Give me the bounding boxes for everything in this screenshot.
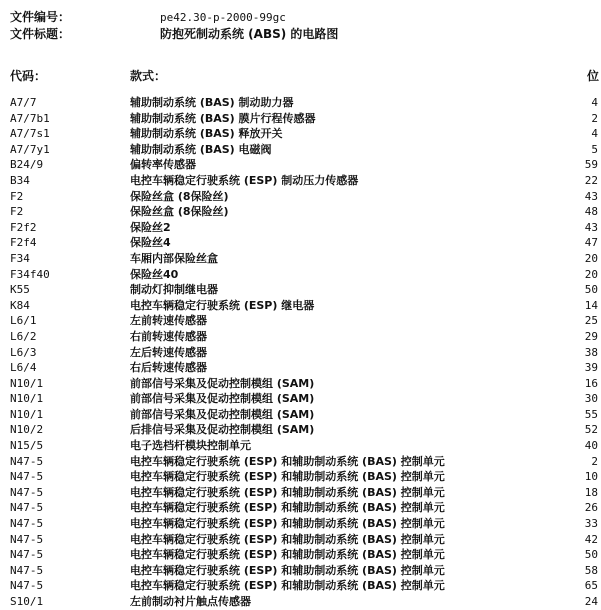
component-description: 保险丝40 bbox=[130, 267, 179, 281]
component-description: 辅助制动系统 (BAS) 膜片行程传感器 bbox=[130, 111, 316, 125]
component-code: N47-5 bbox=[10, 501, 44, 515]
component-position: 4 bbox=[591, 127, 598, 141]
component-code: L6/3 bbox=[10, 345, 37, 359]
component-description: 电控车辆稳定行驶系统 (ESP) 和辅助制动系统 (BAS) 控制单元 bbox=[130, 563, 445, 577]
document-number: pe42.30-p-2000-99gc bbox=[160, 11, 286, 24]
component-position: 38 bbox=[584, 345, 598, 359]
list-item bbox=[0, 407, 601, 423]
component-description: 电控车辆稳定行驶系统 (ESP) 制动压力传感器 bbox=[130, 173, 359, 187]
component-position: 18 bbox=[584, 485, 598, 499]
component-position: 26 bbox=[584, 501, 598, 515]
component-description: 辅助制动系统 (BAS) 电磁阀 bbox=[130, 142, 272, 156]
component-description: 电控车辆稳定行驶系统 (ESP) 和辅助制动系统 (BAS) 控制单元 bbox=[130, 454, 445, 468]
column-header-code: 代码： bbox=[10, 69, 47, 83]
list-item bbox=[0, 282, 601, 298]
list-item bbox=[0, 313, 601, 329]
component-position: 43 bbox=[584, 189, 598, 203]
component-code: N10/2 bbox=[10, 423, 44, 437]
component-position: 25 bbox=[584, 314, 598, 328]
component-code: N47-5 bbox=[10, 470, 44, 484]
component-code: N47-5 bbox=[10, 454, 44, 468]
component-code: A7/7 bbox=[10, 96, 37, 109]
component-description: 电控车辆稳定行驶系统 (ESP) 和辅助制动系统 (BAS) 控制单元 bbox=[130, 470, 445, 484]
component-description: 保险丝盒 (8保险丝) bbox=[130, 189, 229, 203]
component-position: 29 bbox=[584, 329, 598, 343]
component-code: B24/9 bbox=[10, 158, 44, 172]
component-position: 16 bbox=[584, 376, 598, 390]
list-item bbox=[0, 329, 601, 345]
component-code: N47-5 bbox=[10, 563, 44, 577]
component-description: 车厢内部保险丝盒 bbox=[130, 251, 218, 265]
component-code: A7/7s1 bbox=[10, 127, 50, 141]
component-description: 左前转速传感器 bbox=[130, 314, 207, 328]
column-header-row bbox=[0, 68, 601, 84]
component-code: N47-5 bbox=[10, 532, 44, 546]
component-position: 52 bbox=[584, 423, 598, 437]
component-code: K84 bbox=[10, 298, 30, 312]
component-description: 电控车辆稳定行驶系统 (ESP) 和辅助制动系统 (BAS) 控制单元 bbox=[130, 532, 445, 546]
list-item bbox=[0, 267, 601, 283]
list-item bbox=[0, 204, 601, 220]
list-item bbox=[0, 157, 601, 173]
component-description: 左前制动衬片触点传感器 bbox=[130, 595, 251, 608]
component-code: A7/7y1 bbox=[10, 142, 50, 156]
component-description: 电控车辆稳定行驶系统 (ESP) 和辅助制动系统 (BAS) 控制单元 bbox=[130, 548, 445, 562]
component-description: 右前转速传感器 bbox=[130, 329, 207, 343]
component-description: 电控车辆稳定行驶系统 (ESP) 和辅助制动系统 (BAS) 控制单元 bbox=[130, 501, 445, 515]
document-number-label: 文件编号： bbox=[10, 10, 71, 24]
list-item bbox=[0, 454, 601, 470]
component-position: 10 bbox=[584, 470, 598, 484]
component-code: A7/7b1 bbox=[10, 111, 50, 125]
list-item bbox=[0, 126, 601, 142]
component-code: N10/1 bbox=[10, 407, 44, 421]
component-code: F2 bbox=[10, 205, 24, 219]
list-item bbox=[0, 469, 601, 485]
component-position: 48 bbox=[584, 205, 598, 219]
component-position: 42 bbox=[584, 532, 598, 546]
list-item bbox=[0, 516, 601, 532]
component-position: 2 bbox=[591, 111, 598, 125]
component-position: 22 bbox=[584, 173, 598, 187]
list-item bbox=[0, 298, 601, 314]
list-item bbox=[0, 594, 601, 610]
list-item bbox=[0, 485, 601, 501]
component-description: 电控车辆稳定行驶系统 (ESP) 继电器 bbox=[130, 298, 315, 312]
list-item bbox=[0, 391, 601, 407]
list-item bbox=[0, 189, 601, 205]
component-description: 辅助制动系统 (BAS) 释放开关 bbox=[130, 127, 283, 141]
component-position: 58 bbox=[584, 563, 598, 577]
component-code: L6/4 bbox=[10, 361, 37, 375]
component-position: 55 bbox=[584, 407, 598, 421]
component-code: L6/2 bbox=[10, 329, 37, 343]
component-position: 50 bbox=[584, 548, 598, 562]
list-item bbox=[0, 438, 601, 454]
component-description: 左后转速传感器 bbox=[130, 345, 207, 359]
component-position: 65 bbox=[584, 579, 598, 593]
document-title-label: 文件标题： bbox=[10, 27, 71, 41]
component-code: F2f4 bbox=[10, 236, 37, 250]
list-item bbox=[0, 578, 601, 594]
list-item bbox=[0, 345, 601, 361]
component-code: F34 bbox=[10, 251, 30, 265]
component-position: 47 bbox=[584, 236, 598, 250]
component-code: F2f2 bbox=[10, 220, 37, 234]
component-code: N47-5 bbox=[10, 579, 44, 593]
component-description: 电控车辆稳定行驶系统 (ESP) 和辅助制动系统 (BAS) 控制单元 bbox=[130, 579, 445, 593]
component-description: 偏转率传感器 bbox=[130, 158, 196, 172]
component-position: 40 bbox=[584, 439, 598, 453]
list-item bbox=[0, 422, 601, 438]
component-position: 24 bbox=[584, 595, 598, 608]
component-description: 保险丝2 bbox=[130, 220, 171, 234]
component-description: 前部信号采集及促动控制模组 (SAM) bbox=[130, 407, 315, 421]
component-position: 59 bbox=[584, 158, 598, 172]
component-position: 33 bbox=[584, 517, 598, 531]
component-code: L6/1 bbox=[10, 314, 37, 328]
list-item bbox=[0, 360, 601, 376]
list-item bbox=[0, 142, 601, 158]
list-item bbox=[0, 532, 601, 548]
component-description: 辅助制动系统 (BAS) 制动助力器 bbox=[130, 96, 294, 109]
component-code: F34f40 bbox=[10, 267, 50, 281]
component-description: 制动灯抑制继电器 bbox=[130, 283, 218, 297]
component-code: N47-5 bbox=[10, 517, 44, 531]
component-description: 保险丝4 bbox=[130, 236, 171, 250]
component-code: F2 bbox=[10, 189, 24, 203]
document-title-line bbox=[10, 26, 338, 42]
component-position: 2 bbox=[591, 454, 598, 468]
component-position: 30 bbox=[584, 392, 598, 406]
list-item bbox=[0, 547, 601, 563]
component-position: 43 bbox=[584, 220, 598, 234]
list-item bbox=[0, 235, 601, 251]
component-code: S10/1 bbox=[10, 595, 44, 608]
list-item bbox=[0, 376, 601, 392]
component-code: B34 bbox=[10, 173, 30, 187]
component-code: N10/1 bbox=[10, 392, 44, 406]
list-item bbox=[0, 95, 601, 111]
component-position: 20 bbox=[584, 267, 598, 281]
component-code: N15/5 bbox=[10, 439, 44, 453]
list-item bbox=[0, 251, 601, 267]
column-header-description: 款式： bbox=[130, 69, 167, 83]
component-position: 14 bbox=[584, 298, 598, 312]
list-item bbox=[0, 220, 601, 236]
component-description: 电子选档杆模块控制单元 bbox=[130, 439, 251, 453]
component-position: 39 bbox=[584, 361, 598, 375]
component-description: 电控车辆稳定行驶系统 (ESP) 和辅助制动系统 (BAS) 控制单元 bbox=[130, 517, 445, 531]
component-position: 50 bbox=[584, 283, 598, 297]
component-code: N47-5 bbox=[10, 485, 44, 499]
list-item bbox=[0, 500, 601, 516]
component-position: 5 bbox=[591, 142, 598, 156]
component-code: N47-5 bbox=[10, 548, 44, 562]
document-title: 防抱死制动系统 (ABS) 的电路图 bbox=[160, 27, 339, 41]
component-description: 电控车辆稳定行驶系统 (ESP) 和辅助制动系统 (BAS) 控制单元 bbox=[130, 485, 445, 499]
component-position: 4 bbox=[591, 96, 598, 109]
component-description: 保险丝盒 (8保险丝) bbox=[130, 205, 229, 219]
list-item bbox=[0, 563, 601, 579]
list-item bbox=[0, 173, 601, 189]
column-header-position: 位 bbox=[586, 69, 599, 83]
component-code: K55 bbox=[10, 283, 30, 297]
component-description: 前部信号采集及促动控制模组 (SAM) bbox=[130, 376, 315, 390]
component-description: 右后转速传感器 bbox=[130, 361, 207, 375]
component-code: N10/1 bbox=[10, 376, 44, 390]
component-description: 后排信号采集及促动控制模组 (SAM) bbox=[130, 423, 315, 437]
component-list bbox=[0, 95, 601, 610]
document-number-line bbox=[10, 9, 286, 26]
list-item bbox=[0, 111, 601, 127]
component-description: 前部信号采集及促动控制模组 (SAM) bbox=[130, 392, 315, 406]
component-position: 20 bbox=[584, 251, 598, 265]
